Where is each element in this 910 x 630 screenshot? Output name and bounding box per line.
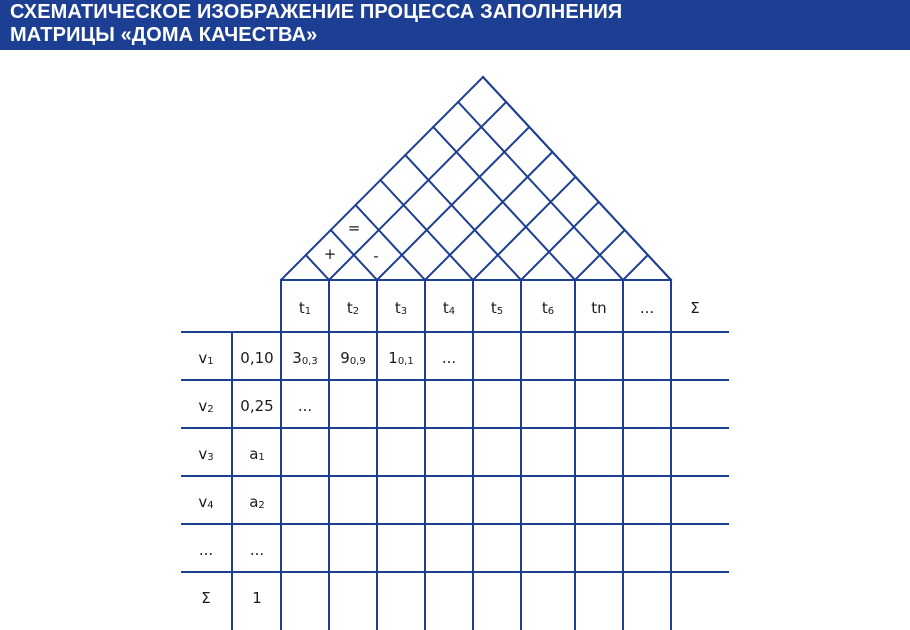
row-weight: $a_2$ (249, 492, 265, 511)
roof-diagonal-ne (377, 127, 529, 280)
roof-diagonal-ne (425, 152, 552, 280)
roof-symbol: = (347, 218, 361, 237)
row-label: $v_4$ (198, 492, 214, 511)
roof-symbol: + (323, 244, 337, 263)
page-title-line-2: МАТРИЦЫ «ДОМА КАЧЕСТВА» (10, 24, 318, 46)
column-header: $t_4$ (442, 298, 456, 317)
row-weight: $a_1$ (249, 444, 265, 463)
column-headers (299, 299, 700, 318)
roof-diagonal-ne (623, 255, 648, 280)
column-header: $t_6$ (541, 298, 555, 317)
matrix-cell: ... (441, 348, 457, 367)
column-header: tn (591, 298, 607, 317)
roof-diagonal-nw (405, 155, 521, 280)
row-weight: 1 (252, 588, 262, 607)
roof-left-edge (281, 77, 483, 280)
row-label: ... (198, 540, 214, 559)
row-weight: ... (249, 540, 265, 559)
matrix-cell: $1_{0,1}$ (388, 348, 414, 367)
row-label: Σ (201, 588, 211, 607)
column-header: $t_1$ (298, 298, 312, 317)
column-header: $t_5$ (490, 298, 504, 317)
row-weight: 0,10 (240, 348, 274, 367)
matrix-cell: $9_{0,9}$ (340, 348, 366, 367)
roof-diagonal-nw (380, 180, 473, 280)
matrix-cell: ... (297, 396, 313, 415)
roof-diagonal-nw (483, 77, 671, 280)
matrix-rows (198, 349, 456, 607)
column-header: ... (639, 298, 655, 317)
roof-correlation-grid (281, 77, 671, 280)
matrix-cell: $3_{0,3}$ (292, 348, 318, 367)
roof-diagonal-ne (329, 102, 506, 280)
row-label: $v_2$ (198, 396, 214, 415)
column-header: $t_2$ (346, 298, 360, 317)
column-header: $t_3$ (394, 298, 408, 317)
row-label: $v_1$ (198, 348, 214, 367)
row-weight: 0,25 (240, 396, 274, 415)
page-title-line-1: СХЕМАТИЧЕСКОЕ ИЗОБРАЖЕНИЕ ПРОЦЕССА ЗАПОЛНЕНИЯ (10, 1, 623, 23)
roof-diagonal-nw (458, 102, 623, 280)
roof-symbol: - (373, 246, 379, 265)
row-label: $v_3$ (198, 444, 214, 463)
column-header: Σ (690, 298, 700, 317)
